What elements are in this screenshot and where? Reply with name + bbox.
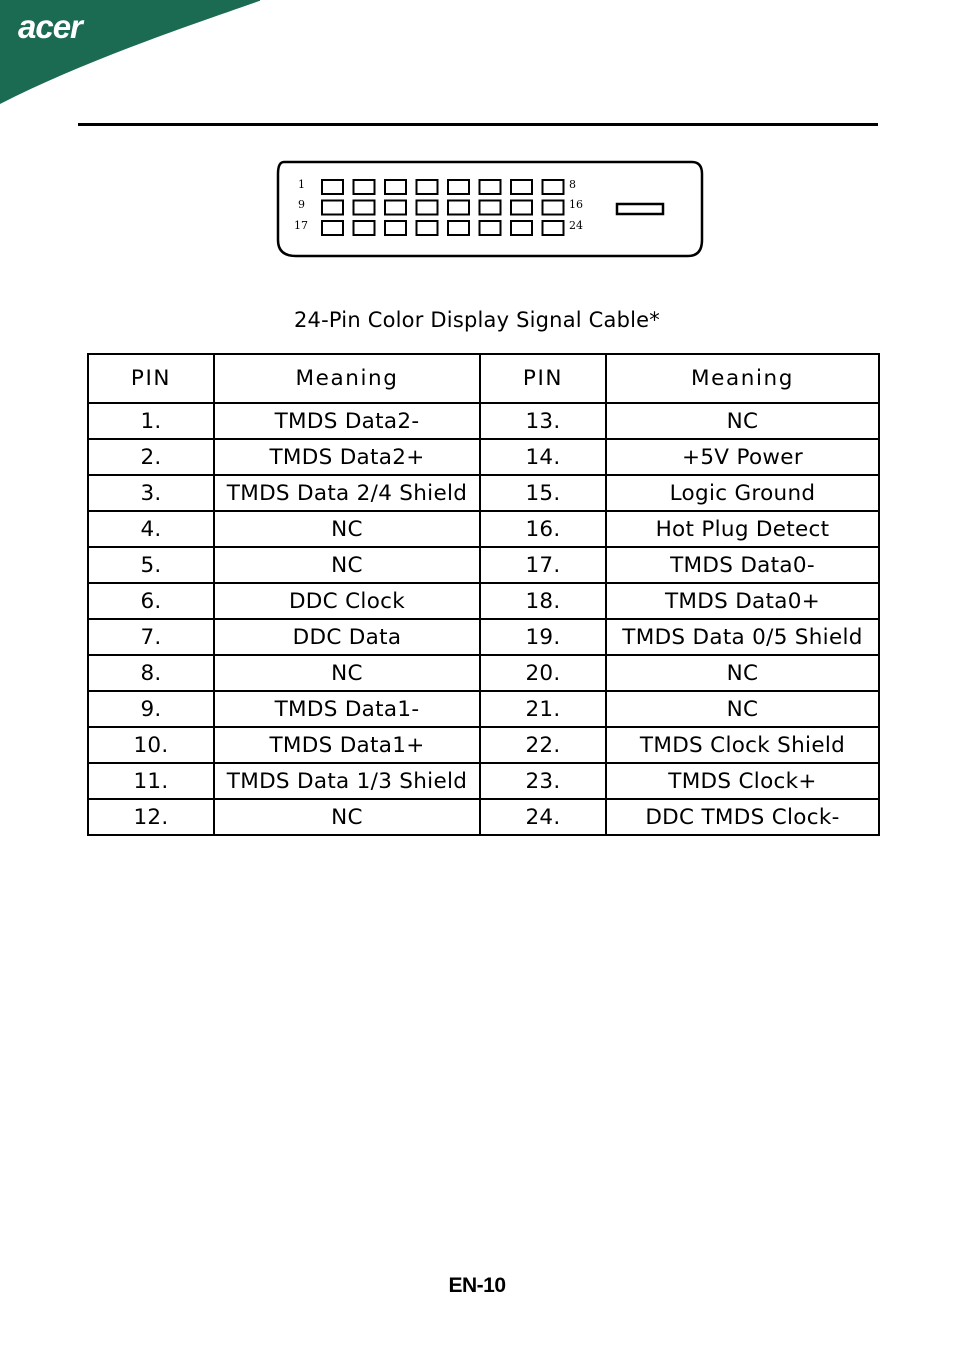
header-meaning: Meaning bbox=[606, 354, 879, 403]
header-pin: PIN bbox=[480, 354, 606, 403]
cell-pin: 11. bbox=[88, 763, 214, 799]
cell-meaning: DDC Data bbox=[214, 619, 480, 655]
cell-pin: 8. bbox=[88, 655, 214, 691]
table-row bbox=[88, 403, 879, 439]
cell-meaning: NC bbox=[214, 547, 480, 583]
cell-pin: 10. bbox=[88, 727, 214, 763]
cell-meaning: DDC TMDS Clock- bbox=[606, 799, 879, 835]
pin-socket bbox=[480, 201, 501, 215]
cell-pin: 20. bbox=[480, 655, 606, 691]
cell-pin: 2. bbox=[88, 439, 214, 475]
pin-socket bbox=[322, 201, 343, 215]
cell-pin: 12. bbox=[88, 799, 214, 835]
pin-label-17: 17 bbox=[294, 219, 308, 232]
cell-pin: 15. bbox=[480, 475, 606, 511]
pin-socket bbox=[385, 180, 406, 194]
pin-socket bbox=[322, 180, 343, 194]
table-row bbox=[88, 655, 879, 691]
table-row bbox=[88, 511, 879, 547]
pin-socket bbox=[448, 221, 469, 235]
pin-label-8: 8 bbox=[569, 178, 576, 191]
cell-meaning: TMDS Data0- bbox=[606, 547, 879, 583]
cell-meaning: NC bbox=[214, 655, 480, 691]
header-pin: PIN bbox=[88, 354, 214, 403]
pin-socket bbox=[511, 221, 532, 235]
cell-pin: 17. bbox=[480, 547, 606, 583]
cell-pin: 6. bbox=[88, 583, 214, 619]
cell-meaning: NC bbox=[214, 799, 480, 835]
cell-meaning: NC bbox=[214, 511, 480, 547]
pin-socket bbox=[322, 221, 343, 235]
table-row bbox=[88, 727, 879, 763]
cell-meaning: TMDS Data0+ bbox=[606, 583, 879, 619]
cell-meaning: Logic Ground bbox=[606, 475, 879, 511]
cell-meaning: DDC Clock bbox=[214, 583, 480, 619]
cell-meaning: TMDS Data 0/5 Shield bbox=[606, 619, 879, 655]
table-row bbox=[88, 475, 879, 511]
cell-meaning: TMDS Clock+ bbox=[606, 763, 879, 799]
cell-meaning: +5V Power bbox=[606, 439, 879, 475]
pin-socket bbox=[354, 180, 375, 194]
pin-socket bbox=[354, 201, 375, 215]
cell-pin: 23. bbox=[480, 763, 606, 799]
table-row bbox=[88, 691, 879, 727]
table-row bbox=[88, 799, 879, 835]
cell-pin: 22. bbox=[480, 727, 606, 763]
header-divider bbox=[78, 123, 878, 126]
cell-meaning: TMDS Data2- bbox=[214, 403, 480, 439]
cell-meaning: TMDS Data1- bbox=[214, 691, 480, 727]
cell-meaning: TMDS Data 1/3 Shield bbox=[214, 763, 480, 799]
pin-label-9: 9 bbox=[298, 198, 305, 211]
table-row bbox=[88, 763, 879, 799]
pin-socket bbox=[385, 201, 406, 215]
pin-socket bbox=[385, 221, 406, 235]
pin-label-24: 24 bbox=[569, 219, 583, 232]
cell-pin: 24. bbox=[480, 799, 606, 835]
pin-socket bbox=[511, 180, 532, 194]
cell-meaning: NC bbox=[606, 403, 879, 439]
pin-socket bbox=[480, 180, 501, 194]
cell-meaning: TMDS Clock Shield bbox=[606, 727, 879, 763]
header-meaning: Meaning bbox=[214, 354, 480, 403]
cell-meaning: TMDS Data2+ bbox=[214, 439, 480, 475]
pin-socket bbox=[543, 180, 564, 194]
pin-socket bbox=[543, 221, 564, 235]
pin-socket bbox=[511, 201, 532, 215]
pin-socket bbox=[354, 221, 375, 235]
table-row bbox=[88, 439, 879, 475]
pin-socket bbox=[448, 201, 469, 215]
page-number: EN-10 bbox=[448, 1274, 506, 1297]
cell-meaning: NC bbox=[606, 691, 879, 727]
pin-socket bbox=[448, 180, 469, 194]
table-header-row bbox=[88, 354, 879, 403]
cell-pin: 13. bbox=[480, 403, 606, 439]
pin-label-1: 1 bbox=[298, 178, 305, 191]
pin-assignment-table bbox=[87, 353, 880, 836]
pin-label-16: 16 bbox=[569, 198, 583, 211]
table-row bbox=[88, 619, 879, 655]
cell-pin: 7. bbox=[88, 619, 214, 655]
table-row bbox=[88, 547, 879, 583]
cell-pin: 1. bbox=[88, 403, 214, 439]
pin-socket bbox=[480, 221, 501, 235]
cell-pin: 9. bbox=[88, 691, 214, 727]
cell-pin: 5. bbox=[88, 547, 214, 583]
acer-logo bbox=[0, 0, 260, 105]
cell-pin: 4. bbox=[88, 511, 214, 547]
cell-meaning: Hot Plug Detect bbox=[606, 511, 879, 547]
cell-meaning: NC bbox=[606, 655, 879, 691]
cell-meaning: TMDS Data1+ bbox=[214, 727, 480, 763]
cell-pin: 19. bbox=[480, 619, 606, 655]
pin-socket bbox=[543, 201, 564, 215]
cell-pin: 3. bbox=[88, 475, 214, 511]
cell-pin: 18. bbox=[480, 583, 606, 619]
pin-socket bbox=[417, 180, 438, 194]
table-row bbox=[88, 583, 879, 619]
cell-meaning: TMDS Data 2/4 Shield bbox=[214, 475, 480, 511]
cell-pin: 16. bbox=[480, 511, 606, 547]
cell-pin: 21. bbox=[480, 691, 606, 727]
dvi-connector-diagram bbox=[274, 160, 706, 260]
logo-text: acer bbox=[18, 8, 82, 45]
flat-blade-pin bbox=[617, 204, 663, 214]
pin-socket bbox=[417, 201, 438, 215]
pin-grid bbox=[322, 180, 564, 235]
pin-socket bbox=[417, 221, 438, 235]
cell-pin: 14. bbox=[480, 439, 606, 475]
table-caption: 24-Pin Color Display Signal Cable* bbox=[293, 308, 660, 332]
